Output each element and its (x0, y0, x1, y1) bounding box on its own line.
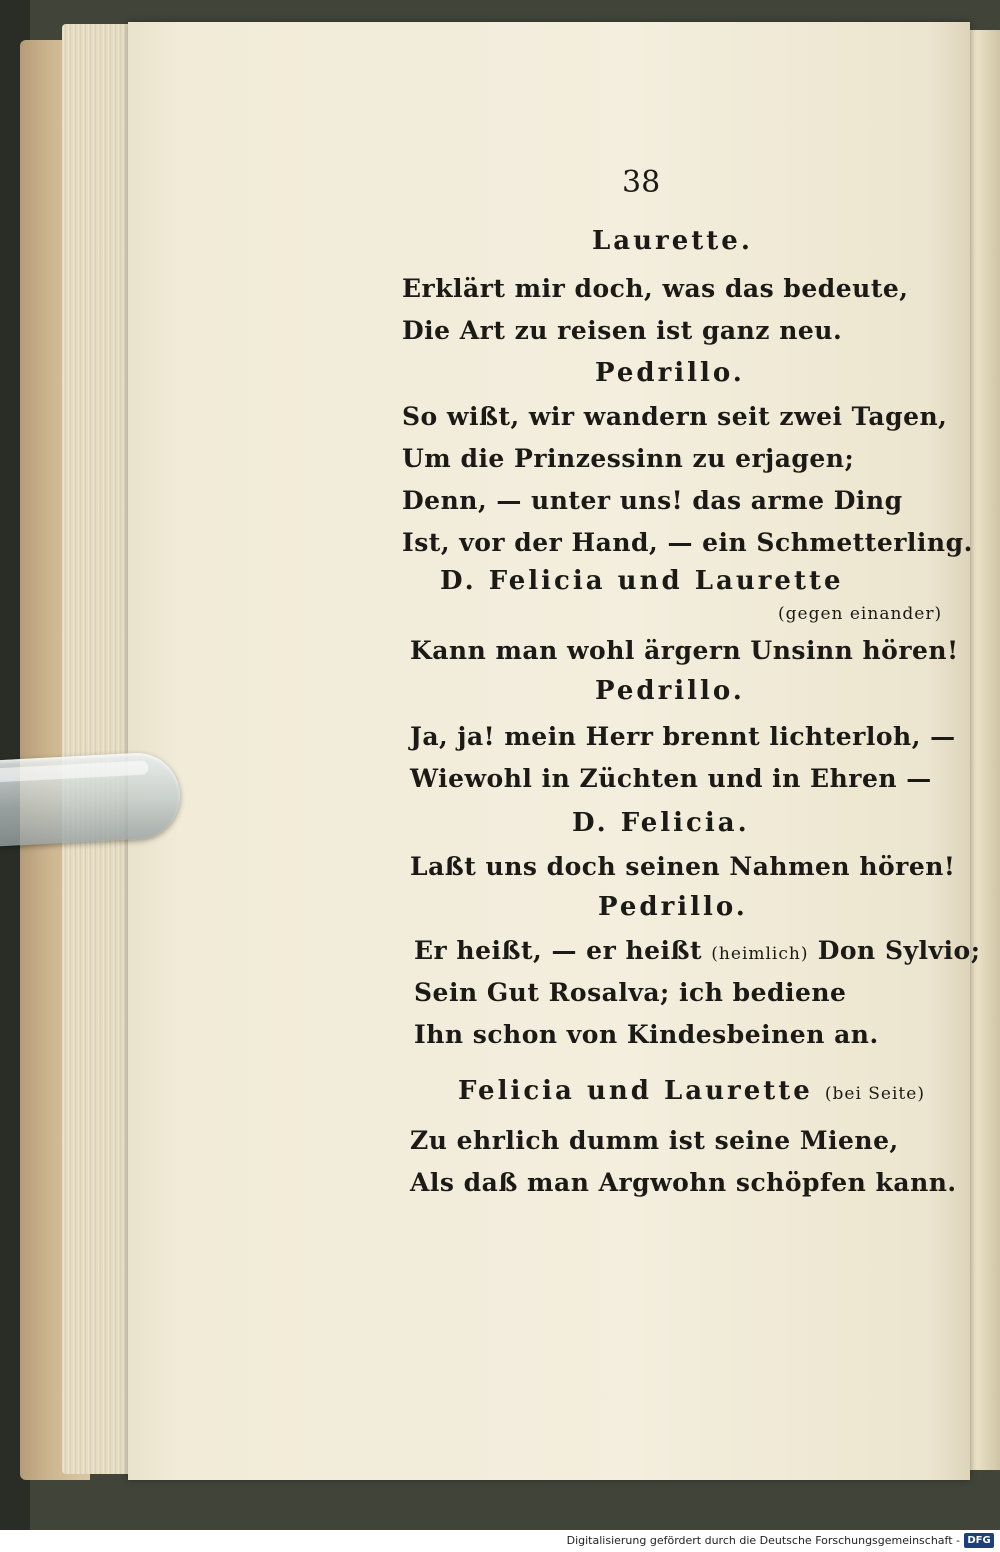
verse-line: Als daß man Argwohn schöpfen kann. (410, 1168, 957, 1197)
verse-line: So wißt, wir wandern seit zwei Tagen, (402, 402, 948, 431)
speaker-label: Pedrillo. (595, 676, 745, 706)
page-number: 38 (622, 165, 661, 200)
speaker-label: D. Felicia. (572, 808, 750, 838)
page-holder-shine (0, 760, 149, 782)
verse-line: Kann man wohl ärgern Unsinn hören! (410, 636, 959, 665)
dfg-logo: DFG (964, 1533, 994, 1548)
verse-line: Zu ehrlich dumm ist seine Miene, (410, 1126, 899, 1155)
speaker-label: Laurette. (592, 226, 753, 256)
funding-credit: Digitalisierung gefördert durch die Deutsche Forschungsgemeinschaft - (566, 1534, 960, 1547)
stage-direction: (gegen einander) (778, 604, 943, 624)
verse-line: Erklärt mir doch, was das bedeute, (402, 274, 909, 303)
speaker-label: D. Felicia und Laurette (440, 566, 844, 596)
speaker-label: Pedrillo. (595, 358, 745, 388)
speaker-name: Felicia und Laurette (458, 1076, 813, 1106)
book-page (128, 22, 970, 1480)
verse-fragment: Don Sylvio; (817, 936, 981, 965)
verse-line: Denn, — unter uns! das arme Ding (402, 486, 903, 515)
verse-line: Ist, vor der Hand, — ein Schmetterling. (402, 528, 973, 557)
speaker-label: Pedrillo. (598, 892, 748, 922)
verse-fragment: Er heißt, — er heißt (414, 936, 703, 965)
stage-direction: (heimlich) (711, 944, 809, 964)
verse-line: Die Art zu reisen ist ganz neu. (402, 316, 843, 345)
stage-direction: (bei Seite) (824, 1084, 925, 1104)
verse-line: Wiewohl in Züchten und in Ehren — (410, 764, 932, 793)
page-holder-clip (0, 751, 182, 847)
verse-line: Laßt uns doch seinen Nahmen hören! (410, 852, 956, 881)
speaker-label (458, 1076, 925, 1106)
verse-line: Sein Gut Rosalva; ich bediene (414, 978, 847, 1007)
verse-line (414, 936, 980, 965)
verse-line: Ihn schon von Kindesbeinen an. (414, 1020, 879, 1049)
verse-line: Ja, ja! mein Herr brennt lichterloh, — (410, 722, 956, 751)
verse-line: Um die Prinzessinn zu erjagen; (402, 444, 855, 473)
